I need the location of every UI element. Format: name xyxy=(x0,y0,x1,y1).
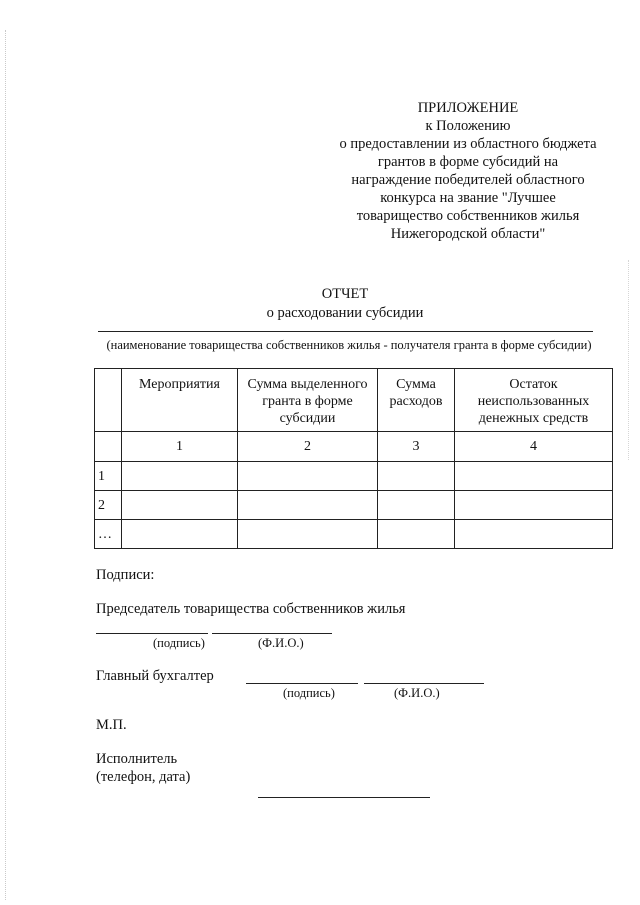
appendix-line: грантов в форме субсидий на xyxy=(377,154,559,170)
appendix-line: к Положению xyxy=(425,118,511,134)
table-cell[interactable] xyxy=(378,491,455,520)
column-number xyxy=(95,432,122,462)
table-cell[interactable] xyxy=(378,462,455,491)
appendix-line: конкурса на звание "Лучшее xyxy=(380,190,556,206)
column-number-row xyxy=(95,432,613,462)
row-number: 1 xyxy=(95,462,122,491)
table-cell[interactable] xyxy=(122,520,238,549)
table-cell[interactable] xyxy=(455,462,613,491)
chairman-name-caption: (Ф.И.О.) xyxy=(258,636,304,650)
report-heading xyxy=(200,285,490,323)
org-name-field[interactable] xyxy=(98,331,593,332)
scan-edge-left xyxy=(5,30,6,900)
table-cell[interactable] xyxy=(238,462,378,491)
table-cell[interactable] xyxy=(238,491,378,520)
table-cell[interactable] xyxy=(378,520,455,549)
org-name-caption: (наименование товарищества собственников жилья - получателя гранта в форме субсидии) xyxy=(106,338,592,352)
chairman-signature-field[interactable] xyxy=(96,633,208,634)
table-row xyxy=(95,491,613,520)
accountant-signature-field[interactable] xyxy=(246,683,358,684)
accountant-name-field[interactable] xyxy=(364,683,484,684)
table-cell[interactable] xyxy=(122,491,238,520)
header-cell-index xyxy=(95,369,122,432)
appendix-line: награждение победителей областного xyxy=(351,172,585,188)
appendix-line: о предоставлении из областного бюджета xyxy=(339,136,597,152)
scan-edge-right xyxy=(628,260,629,460)
header-cell-grant-amount: Сумма выделенного гранта в форме субсидии xyxy=(238,369,378,432)
table-cell[interactable] xyxy=(122,462,238,491)
chairman-label: Председатель товарищества собственников жилья xyxy=(96,601,406,617)
accountant-label: Главный бухгалтер xyxy=(96,668,214,684)
chairman-signature-caption: (подпись) xyxy=(153,636,205,650)
signatures-heading: Подписи: xyxy=(96,567,155,583)
accountant-signature-caption: (подпись) xyxy=(283,686,335,700)
report-subtitle: о расходовании субсидии xyxy=(266,305,424,321)
table-row xyxy=(95,462,613,491)
executor-details-label: (телефон, дата) xyxy=(96,769,191,785)
table-header-row xyxy=(95,369,613,432)
report-title: ОТЧЕТ xyxy=(321,286,369,302)
column-number: 3 xyxy=(378,432,455,462)
table-cell[interactable] xyxy=(455,491,613,520)
column-number: 4 xyxy=(455,432,613,462)
column-number: 2 xyxy=(238,432,378,462)
accountant-name-caption: (Ф.И.О.) xyxy=(394,686,440,700)
column-number: 1 xyxy=(122,432,238,462)
chairman-name-field[interactable] xyxy=(212,633,332,634)
appendix-line: Нижегородской области" xyxy=(390,226,546,242)
stamp-label: М.П. xyxy=(96,717,127,733)
executor-label: Исполнитель xyxy=(96,751,178,767)
appendix-line: товарищество собственников жилья xyxy=(356,208,580,224)
appendix-title: ПРИЛОЖЕНИЕ xyxy=(417,100,519,116)
table-cell[interactable] xyxy=(238,520,378,549)
expense-report-table xyxy=(94,368,613,549)
table-cell[interactable] xyxy=(455,520,613,549)
table-row xyxy=(95,520,613,549)
header-cell-remainder: Остаток неиспользованных денежных средств xyxy=(455,369,613,432)
row-number: … xyxy=(95,520,122,549)
row-number: 2 xyxy=(95,491,122,520)
appendix-header xyxy=(318,99,618,243)
executor-field[interactable] xyxy=(258,797,430,798)
header-cell-activities: Мероприятия xyxy=(122,369,238,432)
header-cell-expenses: Сумма расходов xyxy=(378,369,455,432)
